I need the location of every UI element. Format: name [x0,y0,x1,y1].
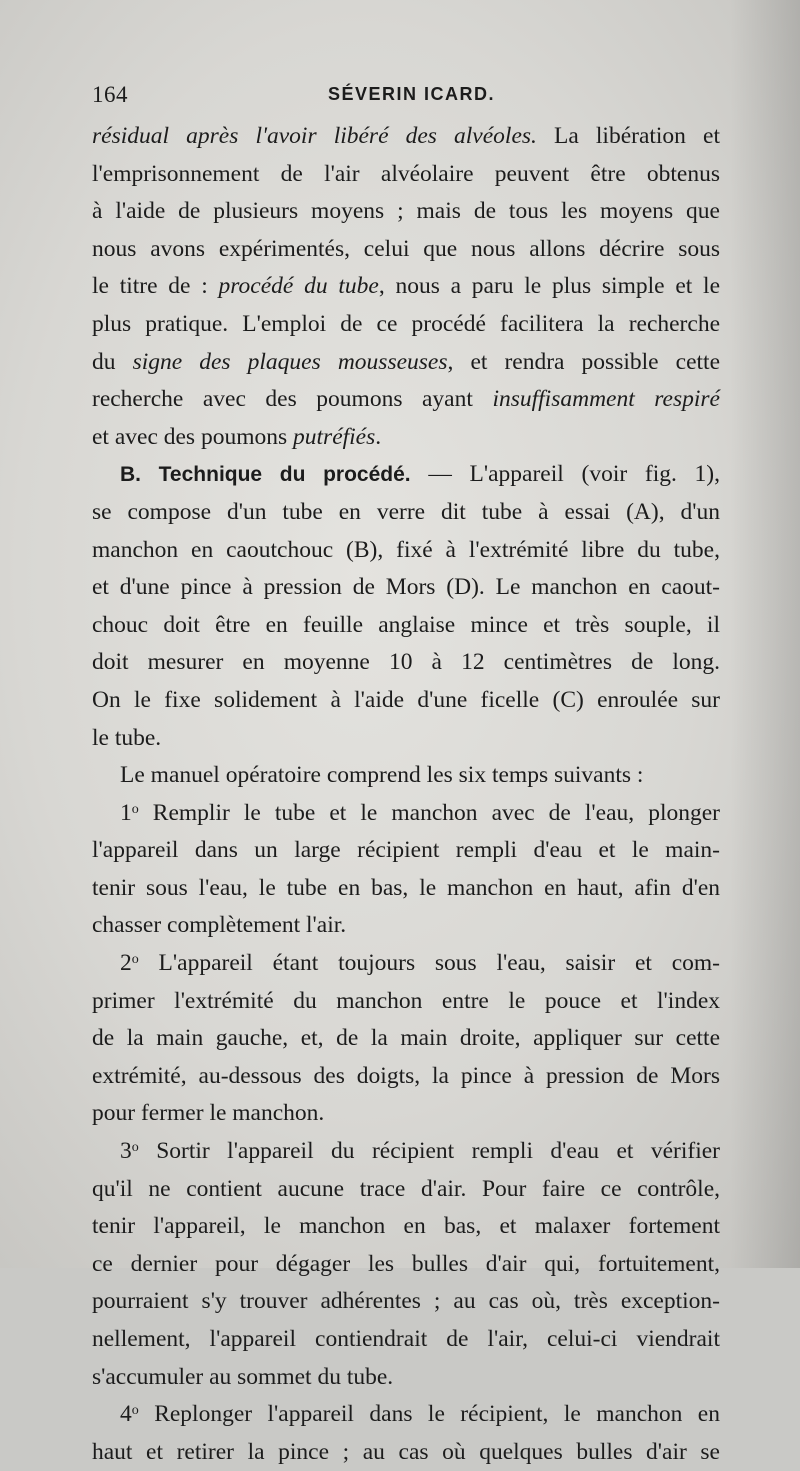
page-edge-shadow [730,0,800,1268]
text-line [92,1208,720,1246]
text-segment: de la main gauche, et, de la main droite, appliquer sur cette [92,1025,720,1052]
text-segment: Sortir l'appareil du récipient rempli d'eau et vérifier [138,1138,720,1165]
text-segment: — L'appareil (voir fig. 1), [410,461,721,488]
text-line [92,1434,720,1471]
text-segment: La libération et [536,123,720,149]
text-segment: primer l'extrémité du manchon entre le pouce et l'index [92,987,720,1014]
text-line [92,1020,720,1058]
text-segment: 2 [120,950,132,977]
text-line [92,494,720,532]
text-segment: ce dernier pour dégager les bulles d'air qui, fortuitement, [92,1250,720,1277]
text-segment: et avec des poumons [92,423,294,450]
text-line [92,193,720,231]
text-line [92,795,720,833]
text-line [92,1133,720,1171]
text-segment: à l'aide de plusieurs moyens ; mais de tous les moyens que [92,198,720,225]
text-segment: o [131,952,139,968]
text-segment: chasser complètement l'air. [92,912,347,939]
text-line [92,1246,720,1284]
text-segment: doit mesurer en moyenne 10 à 12 centimètres de long. [92,649,720,676]
text-segment: Replonger l'appareil dans le récipient, le manchon en [138,1401,720,1428]
text-line [92,832,720,870]
text-line [92,306,720,344]
text-segment: extrémité, au-dessous des doigts, la pince à pression de Mors [92,1062,720,1089]
text-segment: le tube. [92,724,162,751]
text-line [92,682,720,720]
text-segment: L'appareil étant toujours sous l'eau, saisir et com- [138,950,720,977]
italic-text: résidual après l'avoir libéré des alvéoles. [92,123,537,149]
text-line [92,1058,720,1096]
text-line [92,607,720,645]
text-segment: 4 [120,1401,132,1428]
text-line [92,1283,720,1321]
text-segment: recherche avec des poumons ayant [92,386,493,413]
page-header [92,82,722,118]
text-line [92,945,720,983]
text-line [92,870,720,908]
text-line [92,644,720,682]
text-segment: , nous a paru le plus simple et le [378,273,720,300]
text-line [92,456,720,494]
text-line [92,1396,720,1434]
text-segment: nous avons expérimentés, celui que nous allons décrire sous [92,235,720,262]
text-segment: et d'une pince à pression de Mors (D). Le manchon en caout- [92,574,720,601]
text-segment: nellement, l'appareil contiendrait de l'air, celui-ci viendrait [92,1326,720,1352]
text-segment: chouc doit être en feuille anglaise mince et très souple, il [92,611,720,638]
text-line [92,532,720,570]
italic-text: insuffisamment respiré [492,386,720,413]
text-segment: , et rendra possible cette [447,348,721,375]
text-line [92,156,720,194]
text-segment: plus pratique. L'emploi de ce procédé facilitera la recherche [92,310,720,337]
text-segment: Remplir le tube et le manchon avec de l'eau, plonger [138,799,720,826]
text-line [92,344,720,382]
text-line [92,757,720,795]
text-segment: s'accumuler au sommet du tube. [92,1363,394,1390]
text-segment: pourraient s'y trouver adhérentes ; au cas où, très exception- [92,1288,720,1315]
text-segment: manchon en caoutchouc (B), fixé à l'extrémité libre du tube, [92,536,720,563]
text-segment: o [131,801,139,817]
text-segment: qu'il ne contient aucune trace d'air. Pour faire ce contrôle, [92,1175,720,1202]
text-segment: Le manuel opératoire comprend les six temps suivants : [120,762,644,789]
italic-text: putréfiés [293,423,376,450]
text-line [92,231,720,269]
italic-text: signe des plaques mousseuses [132,348,448,375]
text-line [92,983,720,1021]
text-segment: On le fixe solidement à l'aide d'une ficelle (C) enroulée sur [92,686,720,713]
text-segment: o [131,1403,139,1419]
text-segment: tenir l'appareil, le manchon en bas, et malaxer fortement [92,1213,720,1240]
text-segment: l'appareil dans un large récipient rempli d'eau et le main- [92,837,720,864]
text-line [92,1171,720,1209]
text-segment: o [131,1140,139,1156]
text-line [92,569,720,607]
text-line [92,1321,720,1359]
text-line [92,907,720,945]
text-segment: . [375,423,382,450]
text-line [92,1095,720,1133]
page-number: 164 [92,82,128,107]
text-segment: pour fermer le manchon. [92,1100,325,1127]
text-segment: 1 [120,799,132,826]
text-segment: l'emprisonnement de l'air alvéolaire peuvent être obtenus [92,160,720,187]
text-line [92,1359,720,1397]
text-segment: tenir sous l'eau, le tube en bas, le manchon en haut, afin d'en [92,874,720,901]
text-segment: 3 [120,1138,132,1165]
text-segment: haut et retirer la pince ; au cas où quelques bulles d'air se [92,1438,720,1465]
italic-text: procédé du tube [218,273,379,300]
text-line [92,381,720,419]
section-heading: B. Technique du procédé. [120,463,411,487]
text-segment: le titre de : [92,273,219,300]
running-head: SÉVERIN ICARD. [328,84,496,104]
text-line [92,720,720,758]
text-segment: se compose d'un tube en verre dit tube à essai (A), d'un [92,498,720,525]
text-line [92,419,720,457]
text-line [92,118,720,156]
body-text [92,118,720,1471]
text-segment: du [92,348,133,375]
text-line [92,268,720,306]
